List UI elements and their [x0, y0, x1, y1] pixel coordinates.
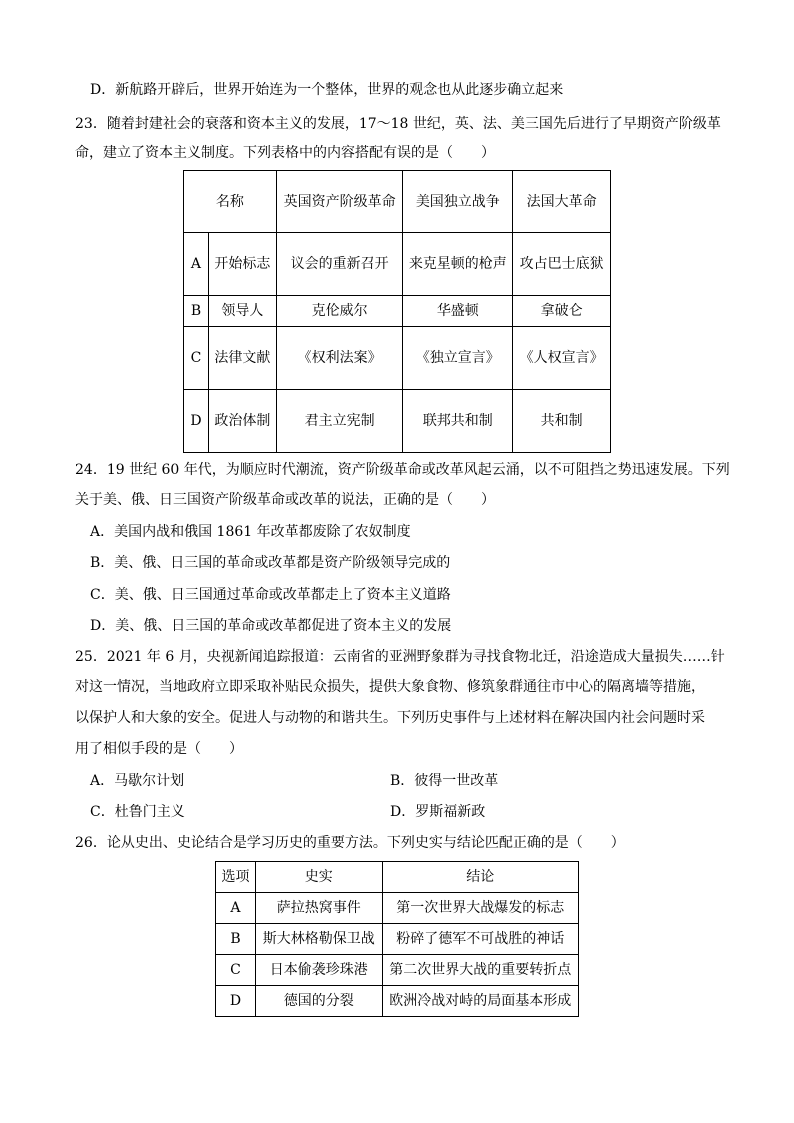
q25-stem-line1: 25．2021 年 6 月，央视新闻追踪报道：云南省的亚洲野象群为寻找食物北迁，沿途造成大量损失……针: [75, 649, 725, 665]
row-fact: 德国的分裂: [255, 986, 382, 1017]
q26-table: [215, 861, 579, 1017]
q24-stem-line1: 24．19 世纪 60 年代，为顺应时代潮流，资产阶级革命或改革风起云涌，以不可阻挡之势迅速发展。下列: [75, 462, 730, 478]
row-conclusion: 第二次世界大战的重要转折点: [382, 955, 578, 986]
q25-stem-line2: 对这一情况，当地政府立即采取补贴民众损失，提供大象食物、修筑象群通往市中心的隔离墙等措施，: [75, 679, 705, 695]
table-row: [216, 986, 579, 1017]
q26-header-conclusion: 结论: [382, 862, 578, 893]
q23-header-england: 英国资产阶级革命: [276, 171, 403, 233]
q25-option-b: B．彼得一世改革: [390, 773, 499, 789]
table-row: [184, 233, 611, 296]
table-row: [184, 327, 611, 390]
row-cell: 《独立宣言》: [403, 327, 513, 390]
q23-stem-line1: 23．随着封建社会的衰落和资本主义的发展，17～18 世纪，英、法、美三国先后进行了早期资产阶级革: [75, 116, 721, 132]
row-cell: 攻占巴士底狱: [513, 233, 611, 296]
row-key: A: [184, 233, 209, 296]
q26-header-fact: 史实: [255, 862, 382, 893]
table-row: [184, 390, 611, 453]
row-cell: 共和制: [513, 390, 611, 453]
q24-option-d: D．美、俄、日三国的革命或改革都促进了资本主义的发展: [90, 618, 452, 634]
table-row: [216, 924, 579, 955]
q25-option-c: C．杜鲁门主义: [90, 804, 185, 820]
row-cell: 华盛顿: [403, 296, 513, 327]
row-cell: 《人权宣言》: [513, 327, 611, 390]
row-conclusion: 粉碎了德军不可战胜的神话: [382, 924, 578, 955]
row-conclusion: 欧洲冷战对峙的局面基本形成: [382, 986, 578, 1017]
q23-header-france: 法国大革命: [513, 171, 611, 233]
row-key: B: [184, 296, 209, 327]
q24-stem-line2: 关于美、俄、日三国资产阶级革命或改革的说法，正确的是（ ）: [75, 492, 495, 508]
row-fact: 斯大林格勒保卫战: [255, 924, 382, 955]
q25-stem-line4: 用了相似手段的是（ ）: [75, 741, 243, 757]
row-cell: 《权利法案》: [276, 327, 403, 390]
q23-header-usa: 美国独立战争: [403, 171, 513, 233]
q23-stem-line2: 命，建立了资本主义制度。下列表格中的内容搭配有误的是（ ）: [75, 145, 495, 161]
row-item: 领导人: [208, 296, 276, 327]
row-cell: 议会的重新召开: [276, 233, 403, 296]
row-cell: 克伦威尔: [276, 296, 403, 327]
row-key: D: [184, 390, 209, 453]
row-key: C: [184, 327, 209, 390]
table-row: [216, 893, 579, 924]
row-item: 政治体制: [208, 390, 276, 453]
row-fact: 萨拉热窝事件: [255, 893, 382, 924]
row-cell: 联邦共和制: [403, 390, 513, 453]
q23-header-name: 名称: [184, 171, 277, 233]
q24-option-c: C．美、俄、日三国通过革命或改革都走上了资本主义道路: [90, 587, 451, 603]
row-key: C: [216, 955, 256, 986]
q25-option-d: D．罗斯福新政: [390, 804, 486, 820]
row-conclusion: 第一次世界大战爆发的标志: [382, 893, 578, 924]
row-item: 法律文献: [208, 327, 276, 390]
q23-table-header: [184, 171, 611, 233]
table-row: [216, 955, 579, 986]
row-cell: 拿破仑: [513, 296, 611, 327]
table-row: [184, 296, 611, 327]
q22-option-d: D．新航路开辟后，世界开始连为一个整体，世界的观念也从此逐步确立起来: [90, 82, 564, 98]
q26-table-header: [216, 862, 579, 893]
row-key: D: [216, 986, 256, 1017]
q26-header-option: 选项: [216, 862, 256, 893]
row-cell: 君主立宪制: [276, 390, 403, 453]
row-fact: 日本偷袭珍珠港: [255, 955, 382, 986]
q24-option-a: A．美国内战和俄国 1861 年改革都废除了农奴制度: [90, 524, 411, 540]
q26-stem: 26．论从史出、史论结合是学习历史的重要方法。下列史实与结论匹配正确的是（ ）: [75, 835, 625, 851]
row-key: A: [216, 893, 256, 924]
row-key: B: [216, 924, 256, 955]
q25-option-a: A．马歇尔计划: [90, 773, 185, 789]
q23-table: [183, 170, 611, 453]
q25-stem-line3: 以保护人和大象的安全。促进人与动物的和谐共生。下列历史事件与上述材料在解决国内社会问题时采: [75, 710, 705, 726]
row-item: 开始标志: [208, 233, 276, 296]
q24-option-b: B．美、俄、日三国的革命或改革都是资产阶级领导完成的: [90, 555, 451, 571]
row-cell: 来克星顿的枪声: [403, 233, 513, 296]
